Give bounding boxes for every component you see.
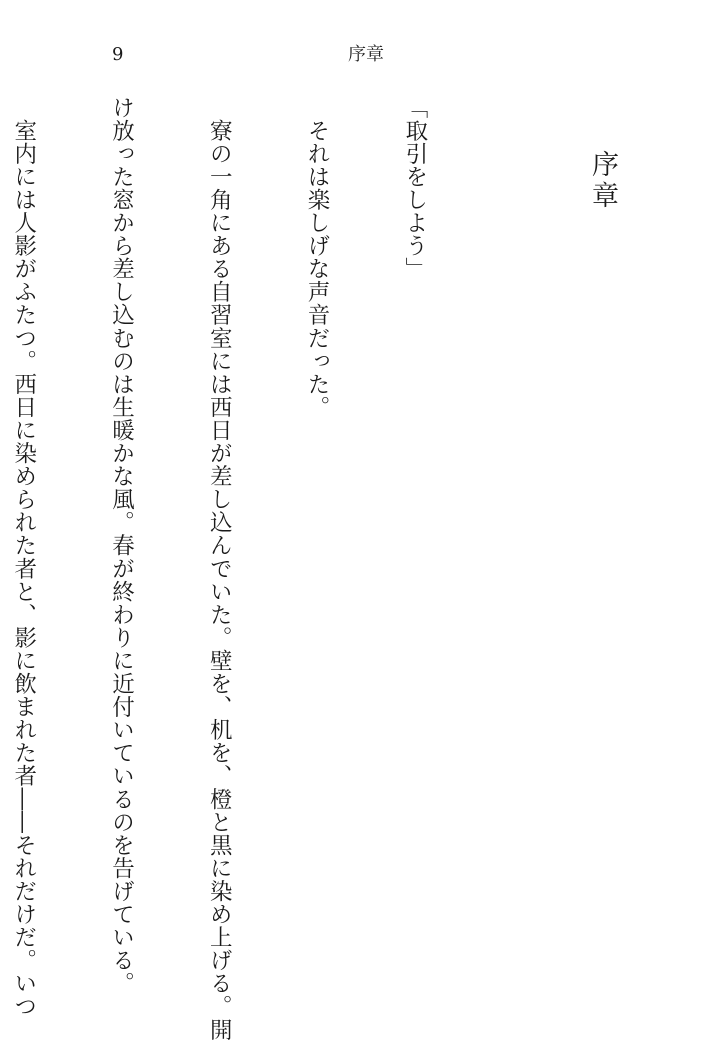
page-number: 9 [112, 44, 124, 65]
text-column: け放った窓から差し込むのは生暖かな風。春が終わりに近付いているのを告げている。 [108, 96, 135, 995]
text-column: 寮の一角にある自習室には西日が差し込んでいた。壁を、机を、橙と黒に染め上げる。開 [206, 96, 233, 1041]
text-column: 「取引をしよう」 [401, 96, 428, 281]
body-text [10, 96, 496, 1041]
chapter-title: 序章 [587, 150, 618, 212]
text-column: 室内には人影がふたつ。西日に染められた者と、影に飲まれた者――それだけだ。いつ [10, 96, 37, 1018]
text-column: それは楽しげな声音だった。 [304, 96, 331, 419]
running-title: 序章 [348, 44, 384, 65]
